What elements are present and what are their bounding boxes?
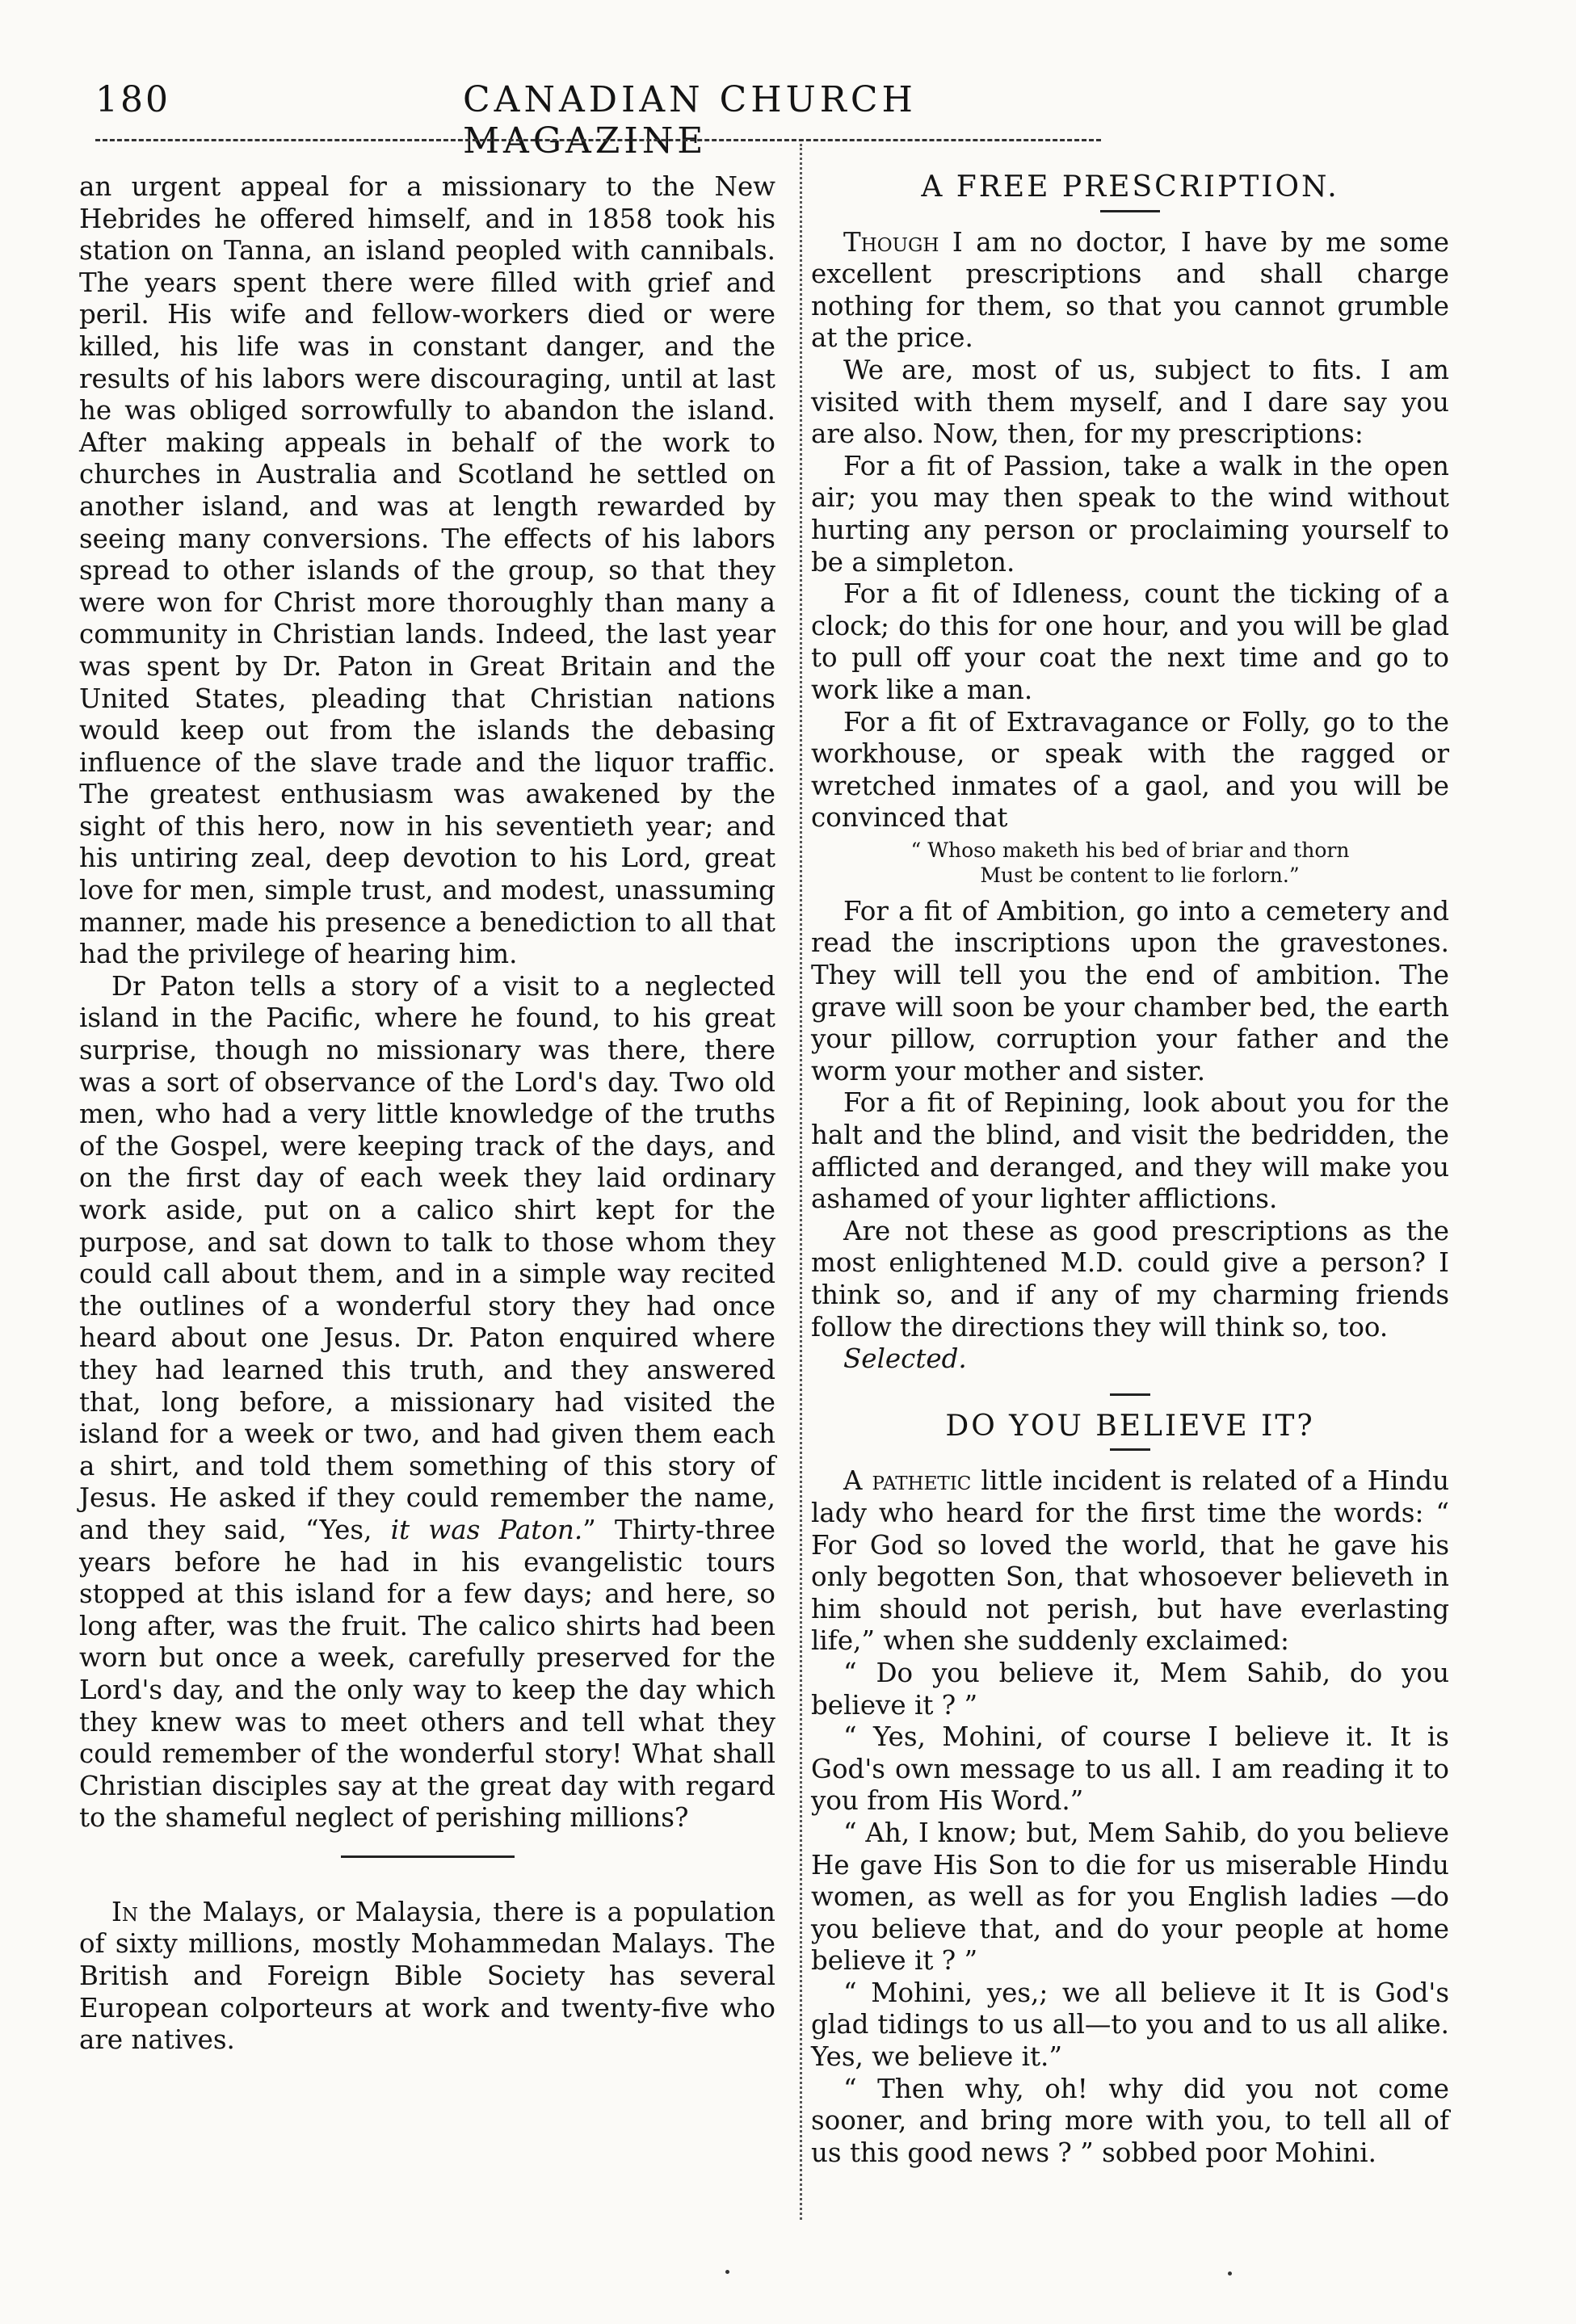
verse-line-1: “ Whoso maketh his bed of briar and thorn [910, 838, 1350, 862]
source-credit: Selected. [843, 1343, 967, 1375]
paton-story-end: ” Thirty-three years before he had in his evangelistic tours stopped at this island for a few days; and here, so long after, was the fruit. The calico shirts had been worn but once a week, carefully preserved for the Lord's day, and the only way to keep the day which they knew was to meet others and tell what they could remember of the wonderful story! What shall Christian disciples say at the great day with regard to the shameful neglect of perishing millions? [79, 1514, 775, 1834]
print-speck [1228, 2271, 1232, 2276]
prescription-idleness: For a fit of Idleness, count the ticking of a clock; do this for one hour, and you will be glad to pull off your coat the next time and go to work like a man. [811, 578, 1449, 705]
paton-story-text: Dr Paton tells a story of a visit to a neglected island in the Pacific, where he found, to his great surprise, though no missionary was there, there was a sort of observance of the Lord's day. Two old men, who had a very little knowledge of the truths of the Gospel, were keeping track of the days, and on the first day of each week they laid ordinary work aside, put on a calico shirt kept for the purpose, and sat down to talk to those whom they could call about them, and in a simple way recited the outlines of a wonderful story they had once heard about one Jesus. Dr. Paton enquired where they had learned this truth, and they answered that, long before, a missionary had visited the island for a week or two, and had given them each a shirt, and told them something of this story of Jesus. He asked if they could remember the name, and they said, “Yes, [79, 970, 775, 1545]
prescription-passion: For a fit of Passion, take a walk in the open air; you may then speak to the wind without hurting any person or proclaiming yourself to be a simpleton. [811, 450, 1449, 578]
believe-it-title: DO YOU BELIEVE IT? [945, 1409, 1315, 1443]
dialogue-2: “ Yes, Mohini, of course I believe it. It is God's own message to us all. I am reading it to you from His Word.” [811, 1721, 1449, 1817]
right-column [811, 171, 1449, 2169]
believe-intro-text: little incident is related of a Hindu lady who heard for the first time the words: “ For God so loved the world, that he gave his only begotten Son, that whosoever believeth in him should not perish, but have everlasting life,” when she suddenly exclaimed: [811, 1465, 1450, 1657]
dialogue-3: “ Ah, I know; but, Mem Sahib, do you believe He gave His Son to die for us miserable Hindu women, as well as for you English ladies —do you believe that, and do your people at home believe it ? ” [811, 1817, 1449, 1977]
prescription-fits: We are, most of us, subject to fits. I am visited with them myself, and I dare say you are also. Now, then, for my prescriptions: [811, 354, 1449, 450]
article-separator-rule [341, 1855, 515, 1858]
prescription-closing: Are not these as good prescriptions as the most enlightened M.D. could give a person? I think so, and if any of my charming friends follow the directions they will think so, too. [811, 1215, 1449, 1343]
prescription-intro-text: I am no doctor, I have by me some excellent prescriptions and shall charge nothing for them, so that you cannot grumble at the price. [811, 226, 1449, 354]
prescription-lead-word: Though [843, 226, 939, 258]
prescription-intro [811, 227, 1449, 355]
section-separator-dash [1110, 1393, 1150, 1396]
prescription-extravagance: For a fit of Extravagance or Folly, go to the workhouse, or speak with the ragged or wretched inmates of a gaol, and you will be convinced that [811, 706, 1449, 834]
malays-lead-word: In [111, 1896, 138, 1927]
believe-intro [811, 1465, 1449, 1658]
free-prescription-title: A FREE PRESCRIPTION. [921, 170, 1339, 204]
verse-line-2: Must be content to lie forlorn.” [980, 863, 1300, 887]
dialogue-4: “ Mohini, yes,; we all believe it It is God's glad tidings to us all—to you and to us all alike. Yes, we believe it.” [811, 1977, 1449, 2073]
malays-paragraph [79, 1897, 775, 2057]
dialogue-5: “ Then why, oh! why did you not come sooner, and bring more with you, to tell all of us this good news ? ” sobbed poor Mohini. [811, 2073, 1449, 2168]
prescription-repining: For a fit of Repining, look about you for the halt and the blind, and visit the bedridden, the afflicted and deranged, and they will make you ashamed of your lighter afflictions. [811, 1087, 1449, 1215]
title-dash [1110, 1448, 1150, 1451]
verse-quote [811, 838, 1449, 888]
left-column [79, 171, 775, 2057]
title-dash [1100, 210, 1160, 212]
running-head [95, 79, 1101, 162]
print-speck [725, 2270, 729, 2274]
paton-paragraph-1: an urgent appeal for a missionary to the New Hebrides he offered himself, and in 1858 took his station on Tanna, an island peopled with cannibals. The years spent there were filled with grief and peril. His wife and fellow-workers died or were killed, his life was in constant danger, and the results of his labors were discouraging, until at last he was obliged sorrowfully to abandon the island. After making appeals in behalf of the work to churches in Australia and Scotland he settled on another island, and was at length rewarded by seeing many conversions. The effects of his labors spread to other islands of the group, so that they were won for Christ more thoroughly than many a community in Christian lands. Indeed, the last year was spent by Dr. Paton in Great Britain and the United States, pleading that Christian nations would keep out from the islands the debasing influence of the slave trade and the liquor traffic. The greatest enthusiasm was awakened by the sight of this hero, now in his seventieth year; and his untiring zeal, deep devotion to his Lord, great love for men, simple trust, and modest, unassuming manner, made his presence a benediction to all that had the privilege of hearing him. [79, 171, 775, 970]
prescription-ambition: For a fit of Ambition, go into a cemetery and read the inscriptions upon the gravestones. They will tell you the end of ambition. The grave will soon be your chamber bed, the earth your pillow, corruption your father and the worm your mother and sister. [811, 895, 1449, 1086]
paton-paragraph-2 [79, 971, 775, 1834]
believe-lead-words: A pathetic [843, 1465, 972, 1497]
magazine-title: CANADIAN CHURCH MAGAZINE [463, 79, 917, 162]
malays-text: the Malays, or Malaysia, there is a population of sixty millions, mostly Mohammedan Malays. The British and Foreign Bible Society has several European colporteurs at work and twenty-five who are natives. [79, 1896, 775, 2056]
header-rule [95, 139, 1101, 141]
column-divider [800, 144, 802, 2220]
page-number: 180 [95, 79, 170, 120]
paton-quote: it was Paton. [390, 1514, 583, 1545]
dialogue-1: “ Do you believe it, Mem Sahib, do you believe it ? ” [811, 1657, 1449, 1721]
